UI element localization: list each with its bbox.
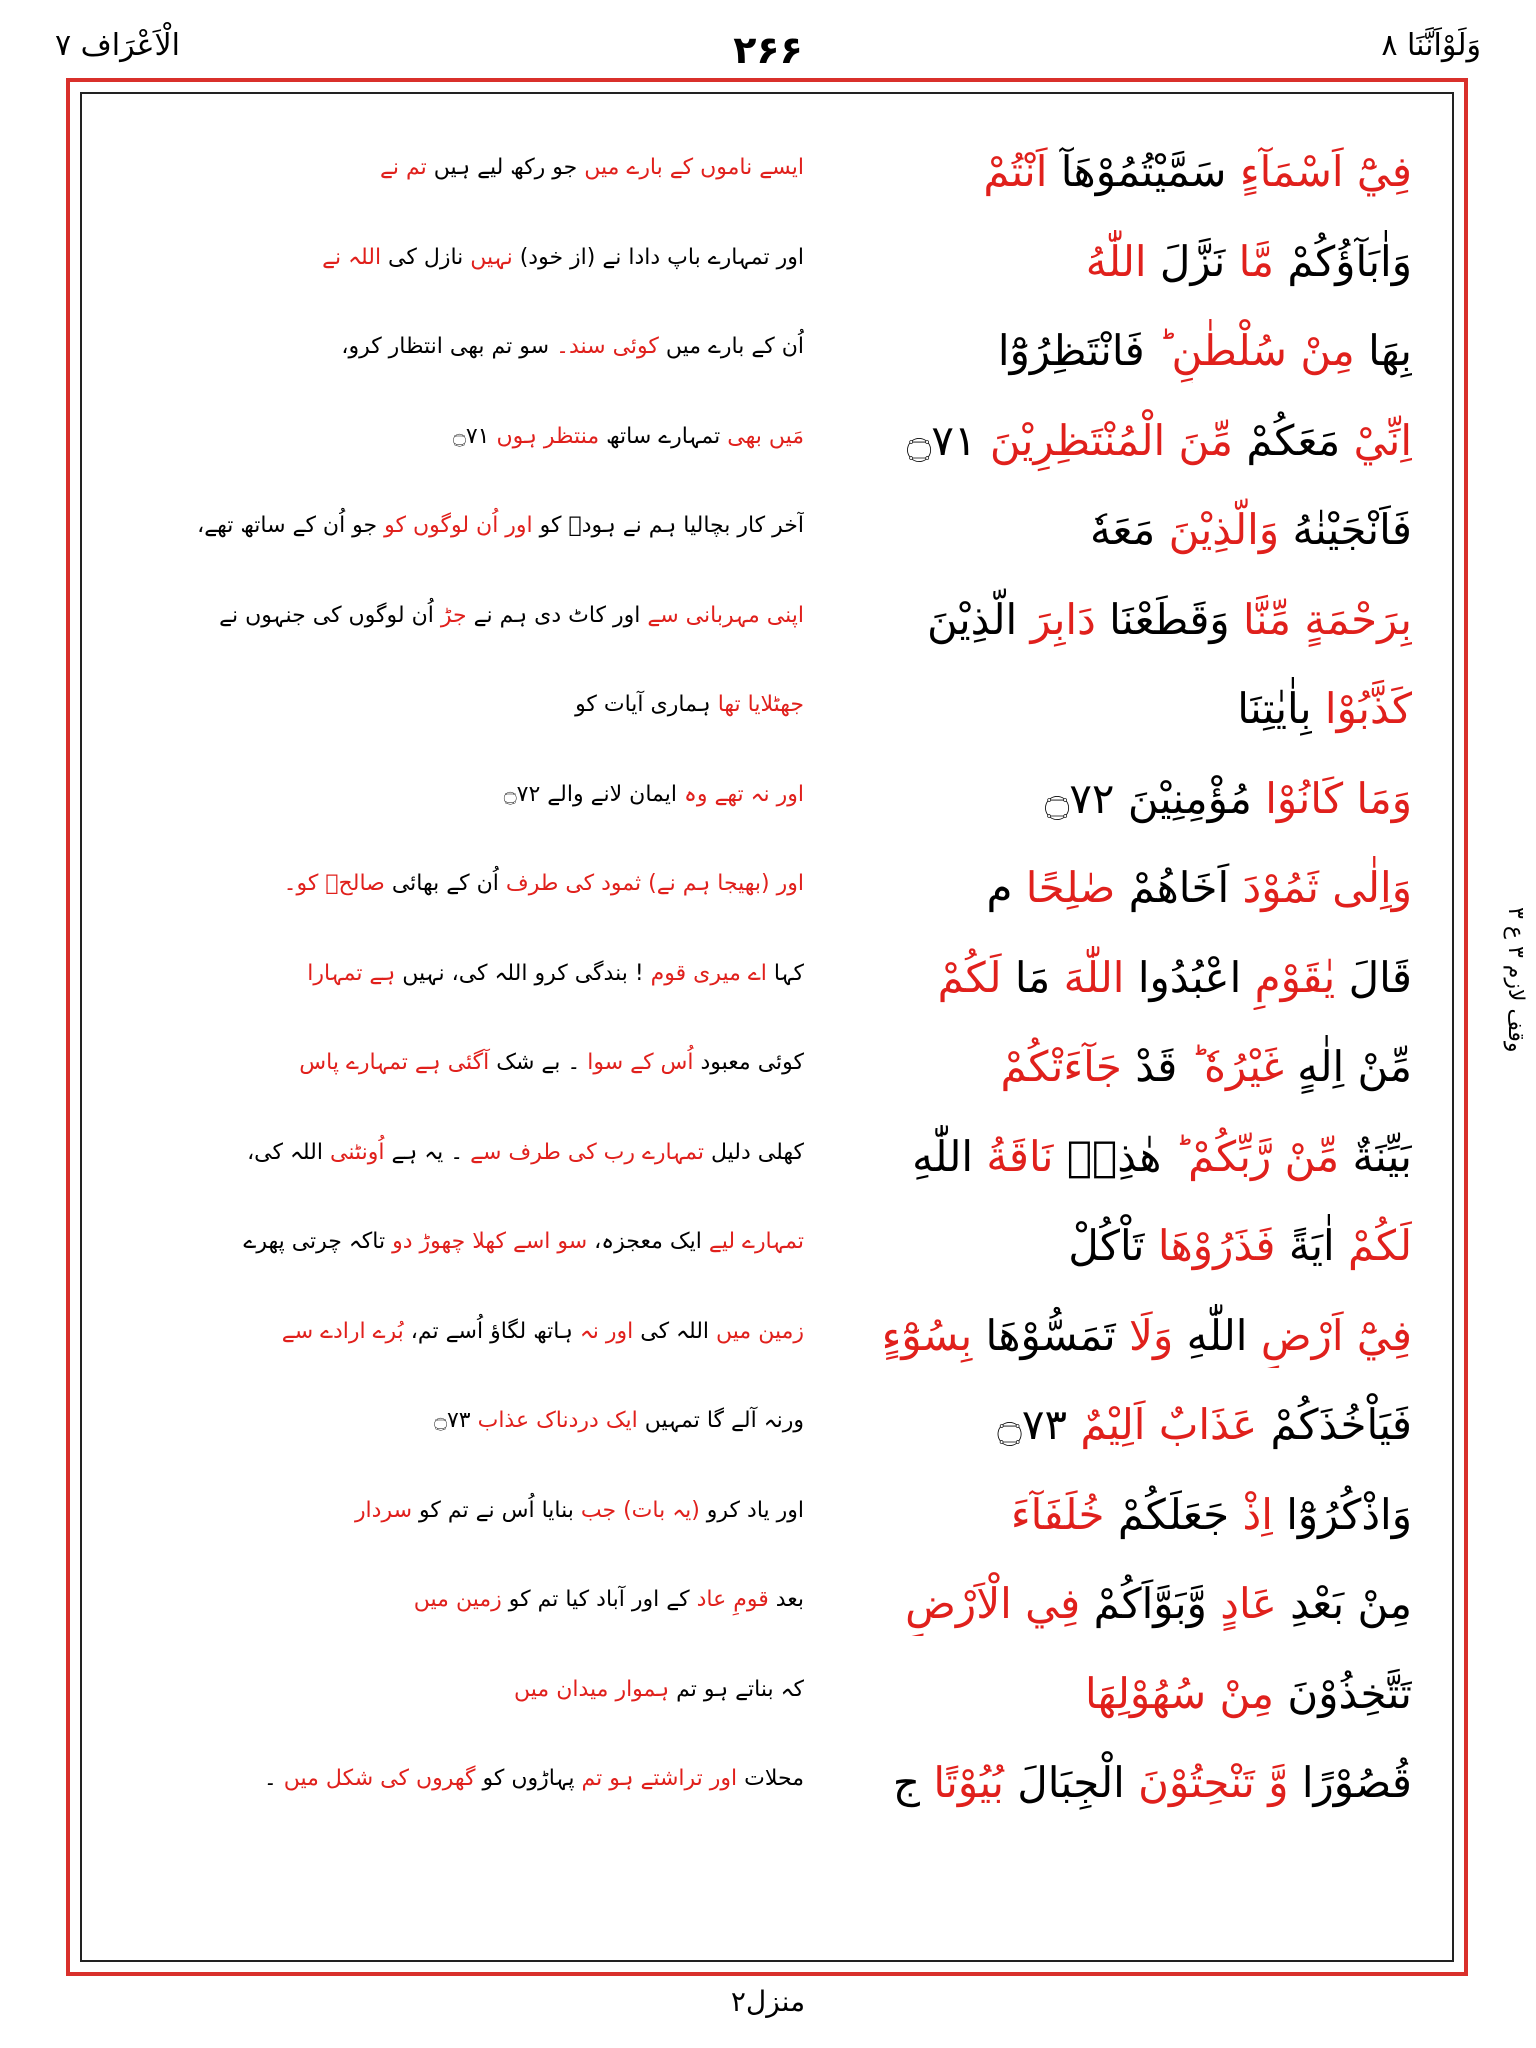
manzil-footer: منزل۲ bbox=[730, 1985, 806, 2018]
urdu-segment: تمہارے رب کی طرف سے bbox=[463, 1139, 704, 1165]
arabic-segment: عَذَابٌ اَلِيْمٌ bbox=[1080, 1400, 1258, 1449]
text-rows bbox=[82, 140, 1452, 1841]
arabic-segment: مِّنْ اِلٰهٍ bbox=[1283, 1042, 1412, 1091]
arabic-segment: اللّٰهَ bbox=[1050, 952, 1125, 1002]
juz-title: وَلَوْاَنَّنَا ۸ bbox=[1381, 28, 1481, 63]
arabic-line bbox=[772, 1214, 1412, 1278]
urdu-segment: پہاڑوں کو bbox=[475, 1766, 575, 1791]
arabic-segment: وَالَّذِيْنَ bbox=[1155, 505, 1280, 554]
arabic-line bbox=[772, 1483, 1412, 1547]
urdu-segment: اللہ کی، bbox=[247, 1139, 323, 1165]
verse-row bbox=[82, 498, 1452, 588]
arabic-segment: نَزَّلَ bbox=[1146, 236, 1226, 286]
arabic-segment: صٰلِحًا bbox=[1025, 863, 1116, 912]
arabic-segment: تَتَّخِذُوْنَ bbox=[1274, 1668, 1412, 1718]
arabic-segment: فَاَنْجَيْنٰهُ bbox=[1279, 505, 1412, 554]
arabic-segment: مَعَكُمْ bbox=[1233, 415, 1341, 465]
urdu-translation-line bbox=[164, 677, 804, 725]
urdu-segment: منتظر ہوں bbox=[489, 423, 600, 449]
urdu-segment: ہموار میدان میں bbox=[514, 1676, 670, 1702]
arabic-segment: وَاذْكُرُوْٓا bbox=[1272, 1489, 1412, 1539]
arabic-segment: ؕ قَدْ bbox=[1121, 1042, 1191, 1091]
arabic-segment: قُصُوْرًا bbox=[1288, 1758, 1412, 1807]
arabic-segment: اللّٰهِ bbox=[1173, 1310, 1248, 1360]
urdu-segment: اُن لوگوں کی جنہوں نے bbox=[219, 602, 434, 628]
urdu-segment: اللہ کی bbox=[633, 1318, 710, 1344]
urdu-segment: کوئی سند۔ bbox=[549, 334, 659, 359]
arabic-line bbox=[772, 1572, 1412, 1636]
urdu-segment: آگئی ہے تمہارے پاس bbox=[299, 1050, 490, 1075]
urdu-translation-line bbox=[164, 409, 804, 457]
urdu-translation-line bbox=[164, 1125, 804, 1173]
arabic-segment: وَلَا bbox=[1115, 1310, 1174, 1360]
arabic-segment: بِرَحْمَةٍ مِّنَّا bbox=[1229, 594, 1412, 644]
arabic-segment: ؕ هٰذِهٖ bbox=[1053, 1131, 1175, 1181]
arabic-line bbox=[772, 946, 1412, 1010]
verse-row bbox=[82, 1214, 1452, 1304]
arabic-line bbox=[772, 1393, 1412, 1457]
urdu-segment: زمین میں bbox=[709, 1318, 804, 1344]
urdu-segment: اُن کے بھائی bbox=[384, 871, 499, 896]
arabic-segment: اَخَاهُمْ bbox=[1115, 863, 1230, 912]
urdu-translation-line bbox=[164, 230, 804, 278]
urdu-segment: ہماری آیات کو bbox=[575, 692, 711, 717]
urdu-segment: اپنی مہربانی سے bbox=[640, 602, 804, 628]
urdu-segment: بعد bbox=[768, 1587, 804, 1612]
urdu-segment: جھٹلایا تھا bbox=[710, 692, 804, 717]
arabic-segment: بِسُوْٓءٍ bbox=[881, 1310, 973, 1360]
urdu-segment: جو اُن کے ساتھ تھے، bbox=[197, 513, 378, 538]
urdu-segment: اور (بھیجا ہم نے) ثمود کی طرف bbox=[498, 871, 804, 896]
urdu-segment: نہیں bbox=[463, 244, 513, 270]
urdu-segment: ۔ bbox=[263, 1766, 284, 1791]
urdu-segment: سو اسے کھلا چھوڑ دو bbox=[385, 1229, 588, 1254]
urdu-translation-line bbox=[164, 319, 804, 367]
arabic-segment: مِنْ سُهُوْلِهَا bbox=[1084, 1668, 1274, 1718]
arabic-segment: يٰقَوْمِ bbox=[1241, 952, 1336, 1002]
urdu-segment: تم نے bbox=[380, 155, 427, 180]
arabic-segment: فِيْٓ اَسْمَآءٍ bbox=[1226, 147, 1412, 196]
urdu-segment: محلات bbox=[737, 1766, 804, 1791]
urdu-segment: اور یاد کرو bbox=[699, 1497, 804, 1523]
urdu-segment: (یہ بات) جب bbox=[573, 1497, 700, 1523]
urdu-segment: اللہ نے bbox=[322, 244, 382, 270]
margin-mark: وقف لازم ۳ ع ۳ bbox=[1503, 907, 1528, 1053]
arabic-line bbox=[772, 1304, 1412, 1368]
verse-row bbox=[82, 588, 1452, 678]
arabic-line bbox=[772, 409, 1412, 473]
arabic-segment: لَكُمْ bbox=[1334, 1221, 1412, 1270]
verse-row bbox=[82, 1662, 1452, 1752]
urdu-segment: کہ بناتے ہو تم bbox=[669, 1676, 804, 1702]
urdu-segment: اور اُن لوگوں کو bbox=[377, 513, 533, 538]
arabic-segment: ج bbox=[892, 1758, 934, 1807]
urdu-translation-line bbox=[164, 1483, 804, 1531]
arabic-segment: عَادٍ bbox=[1206, 1579, 1277, 1628]
urdu-segment: اور تمہارے باپ دادا نے (از خود) bbox=[512, 244, 804, 270]
urdu-segment: اور کاٹ دی ہم نے bbox=[466, 602, 641, 628]
arabic-segment: بِهَا bbox=[1354, 326, 1412, 375]
arabic-segment: الْجِبَالَ bbox=[1003, 1758, 1125, 1807]
urdu-segment: صالحؑ کو۔ bbox=[283, 871, 385, 896]
urdu-segment: ! بندگی کرو اللہ کی، نہیں bbox=[395, 960, 644, 986]
arabic-segment: اِذْ bbox=[1229, 1489, 1273, 1539]
verse-row bbox=[82, 1304, 1452, 1394]
urdu-segment: مَیں بھی bbox=[720, 423, 804, 449]
verse-row bbox=[82, 1035, 1452, 1125]
arabic-segment: ۝۷۱ bbox=[906, 415, 990, 465]
urdu-translation-line bbox=[164, 498, 804, 546]
page-number: ۲۶۶ bbox=[733, 28, 803, 72]
urdu-translation-line bbox=[164, 946, 804, 994]
arabic-line bbox=[772, 230, 1412, 294]
urdu-segment: جڑ bbox=[433, 602, 467, 628]
arabic-segment: مَعَهٗ bbox=[1090, 505, 1156, 554]
arabic-line bbox=[772, 856, 1412, 920]
arabic-segment: غَيْرُهٗ bbox=[1190, 1042, 1284, 1091]
arabic-segment: فِيْٓ اَرْضِ bbox=[1247, 1310, 1412, 1360]
verse-row bbox=[82, 767, 1452, 857]
page-header bbox=[55, 28, 1481, 78]
urdu-translation-line bbox=[164, 1393, 804, 1441]
urdu-translation-line bbox=[164, 588, 804, 636]
urdu-segment: سو تم بھی انتظار کرو، bbox=[341, 334, 550, 359]
urdu-translation-line bbox=[164, 140, 804, 188]
urdu-segment: تاکہ چرتی پھرے bbox=[243, 1229, 386, 1254]
verse-row bbox=[82, 677, 1452, 767]
arabic-segment: بَيِّنَةٌ bbox=[1339, 1131, 1412, 1181]
urdu-translation-line bbox=[164, 1751, 804, 1799]
arabic-line bbox=[772, 1125, 1412, 1189]
urdu-segment: کھلی دلیل bbox=[703, 1139, 804, 1165]
urdu-segment: اور نہ bbox=[572, 1318, 634, 1344]
urdu-translation-line bbox=[164, 1572, 804, 1620]
urdu-segment: تمہارے لیے bbox=[701, 1229, 804, 1254]
urdu-segment: ایک معجزہ، bbox=[587, 1229, 702, 1254]
arabic-segment: اللّٰهِ bbox=[912, 1131, 974, 1181]
arabic-segment: جَعَلَكُمْ bbox=[1104, 1489, 1230, 1539]
urdu-segment: اور نہ تھے وہ bbox=[676, 781, 804, 807]
verse-row bbox=[82, 1572, 1452, 1662]
arabic-segment: فَذَرُوْهَا bbox=[1144, 1221, 1276, 1270]
arabic-segment: مُؤْمِنِيْنَ ۝۷۲ bbox=[1044, 773, 1252, 823]
urdu-segment: ایمان لانے والے ۝۷۲ bbox=[503, 781, 677, 807]
urdu-segment: ورنہ آلے گا تمہیں bbox=[637, 1408, 804, 1433]
arabic-segment: مِنْ سُلْطٰنٍ bbox=[1158, 326, 1355, 375]
urdu-segment: اے میری قوم bbox=[643, 960, 767, 986]
arabic-line bbox=[772, 767, 1412, 831]
arabic-segment: اللّٰهُ bbox=[1085, 236, 1147, 286]
verse-row bbox=[82, 1483, 1452, 1573]
urdu-segment: بُرے ارادے سے bbox=[281, 1318, 404, 1344]
surah-title: الْاَعْرَاف ۷ bbox=[55, 28, 180, 63]
arabic-segment: وَمَا كَانُوْا bbox=[1251, 773, 1412, 823]
urdu-segment: ۔ یہ ہے bbox=[384, 1139, 464, 1165]
arabic-segment: فَيَاْخُذَكُمْ bbox=[1257, 1400, 1412, 1449]
arabic-line bbox=[772, 1035, 1412, 1099]
arabic-segment: فِي الْاَرْضِ bbox=[905, 1579, 1081, 1628]
urdu-segment: ایک دردناک عذاب bbox=[470, 1408, 638, 1433]
urdu-translation-line bbox=[164, 1304, 804, 1352]
arabic-segment: ؕ فَانْتَظِرُوْٓا bbox=[997, 326, 1159, 375]
arabic-segment: تَمَسُّوْهَا bbox=[972, 1310, 1116, 1360]
verse-row bbox=[82, 856, 1452, 946]
arabic-segment: مَا bbox=[1001, 952, 1051, 1002]
urdu-segment: زمین میں bbox=[413, 1587, 502, 1612]
verse-row bbox=[82, 1751, 1452, 1841]
urdu-translation-line bbox=[164, 767, 804, 815]
arabic-segment: وَاٰبَآؤُكُمْ bbox=[1273, 236, 1412, 286]
arabic-segment: الَّذِيْنَ bbox=[927, 594, 1018, 644]
urdu-translation-line bbox=[164, 1035, 804, 1083]
urdu-segment: بنایا اُس نے تم کو bbox=[412, 1497, 574, 1523]
arabic-line bbox=[772, 1662, 1412, 1726]
urdu-translation-line bbox=[164, 1662, 804, 1710]
arabic-line bbox=[772, 588, 1412, 652]
urdu-segment: کہا bbox=[766, 960, 804, 986]
urdu-segment: قومِ عاد bbox=[689, 1587, 769, 1612]
arabic-segment: لَكُمْ bbox=[937, 952, 1002, 1002]
urdu-translation-line bbox=[164, 856, 804, 904]
arabic-segment: بِاٰيٰتِنَا bbox=[1237, 684, 1312, 733]
urdu-segment: گھروں کی شکل میں bbox=[283, 1766, 476, 1791]
urdu-segment: کوئی معبود bbox=[693, 1050, 804, 1075]
verse-row bbox=[82, 1393, 1452, 1483]
arabic-segment: تَاْكُلْ bbox=[1068, 1221, 1145, 1270]
urdu-segment: ۝۷۳ bbox=[434, 1408, 471, 1433]
verse-row bbox=[82, 319, 1452, 409]
urdu-segment: اُونٹنی bbox=[322, 1139, 385, 1165]
verse-row bbox=[82, 230, 1452, 320]
arabic-segment: كَذَّبُوْا bbox=[1311, 684, 1412, 733]
arabic-segment: اعْبُدُوا bbox=[1124, 952, 1242, 1002]
arabic-segment: وَقَطَعْنَا bbox=[1095, 594, 1230, 644]
arabic-segment: سَمَّيْتُمُوْهَآ bbox=[1047, 147, 1227, 196]
verse-row bbox=[82, 946, 1452, 1036]
urdu-segment: اور تراشتے ہو تم bbox=[574, 1766, 738, 1791]
urdu-segment: ہاتھ لگاؤ اُسے تم، bbox=[403, 1318, 573, 1344]
arabic-segment: ۝۷۳ bbox=[997, 1400, 1081, 1449]
arabic-segment: بُيُوْتًا bbox=[933, 1758, 1004, 1807]
arabic-segment: دَابِرَ bbox=[1017, 594, 1096, 644]
arabic-segment: جَآءَتْكُمْ bbox=[1000, 1042, 1122, 1091]
arabic-segment: وَّبَوَّاَكُمْ bbox=[1080, 1579, 1207, 1628]
arabic-segment: خُلَفَآءَ bbox=[1010, 1489, 1105, 1539]
urdu-segment: تمہارے ساتھ bbox=[599, 423, 721, 449]
urdu-segment: جو رکھ لیے ہیں bbox=[426, 155, 578, 180]
arabic-line bbox=[772, 498, 1412, 562]
arabic-segment: وَاِلٰى ثَمُوْدَ bbox=[1229, 863, 1412, 912]
arabic-line bbox=[772, 1751, 1412, 1815]
urdu-translation-line bbox=[164, 1214, 804, 1262]
urdu-segment: ۝۷۱ bbox=[452, 423, 490, 449]
urdu-segment: سردار bbox=[354, 1497, 413, 1523]
urdu-segment: نازل کی bbox=[381, 244, 464, 270]
arabic-line bbox=[772, 677, 1412, 741]
arabic-segment: قَالَ bbox=[1335, 952, 1412, 1002]
urdu-segment: اُن کے بارے میں bbox=[658, 334, 804, 359]
verse-row bbox=[82, 140, 1452, 230]
verse-row bbox=[82, 409, 1452, 499]
urdu-segment: ہے تمہارا bbox=[307, 960, 396, 986]
arabic-segment: مِّنْ رَّبِّكُمْ bbox=[1174, 1131, 1340, 1181]
arabic-line bbox=[772, 140, 1412, 204]
arabic-segment: مِنْ بَعْدِ bbox=[1276, 1579, 1412, 1628]
arabic-segment: اِنِّيْ bbox=[1340, 415, 1412, 465]
urdu-segment: کے اور آباد کیا تم کو bbox=[501, 1587, 690, 1612]
urdu-segment: اُس کے سوا bbox=[580, 1050, 694, 1075]
arabic-segment: اٰيَةً bbox=[1275, 1221, 1335, 1270]
urdu-segment: ۔ بے شک bbox=[489, 1050, 581, 1075]
arabic-segment: م bbox=[986, 863, 1026, 912]
arabic-segment: مَّا bbox=[1225, 236, 1274, 286]
arabic-segment: وَّ تَنْحِتُوْنَ bbox=[1124, 1758, 1289, 1807]
arabic-segment: اَنْتُمْ bbox=[983, 147, 1048, 196]
urdu-segment: ایسے ناموں کے بارے میں bbox=[577, 155, 804, 180]
urdu-segment: آخر کار بچالیا ہم نے ہودؑ کو bbox=[532, 513, 804, 538]
arabic-segment: نَاقَةُ bbox=[973, 1131, 1054, 1181]
arabic-segment: مِّنَ الْمُنْتَظِرِيْنَ bbox=[989, 415, 1234, 465]
verse-row bbox=[82, 1125, 1452, 1215]
arabic-line bbox=[772, 319, 1412, 383]
